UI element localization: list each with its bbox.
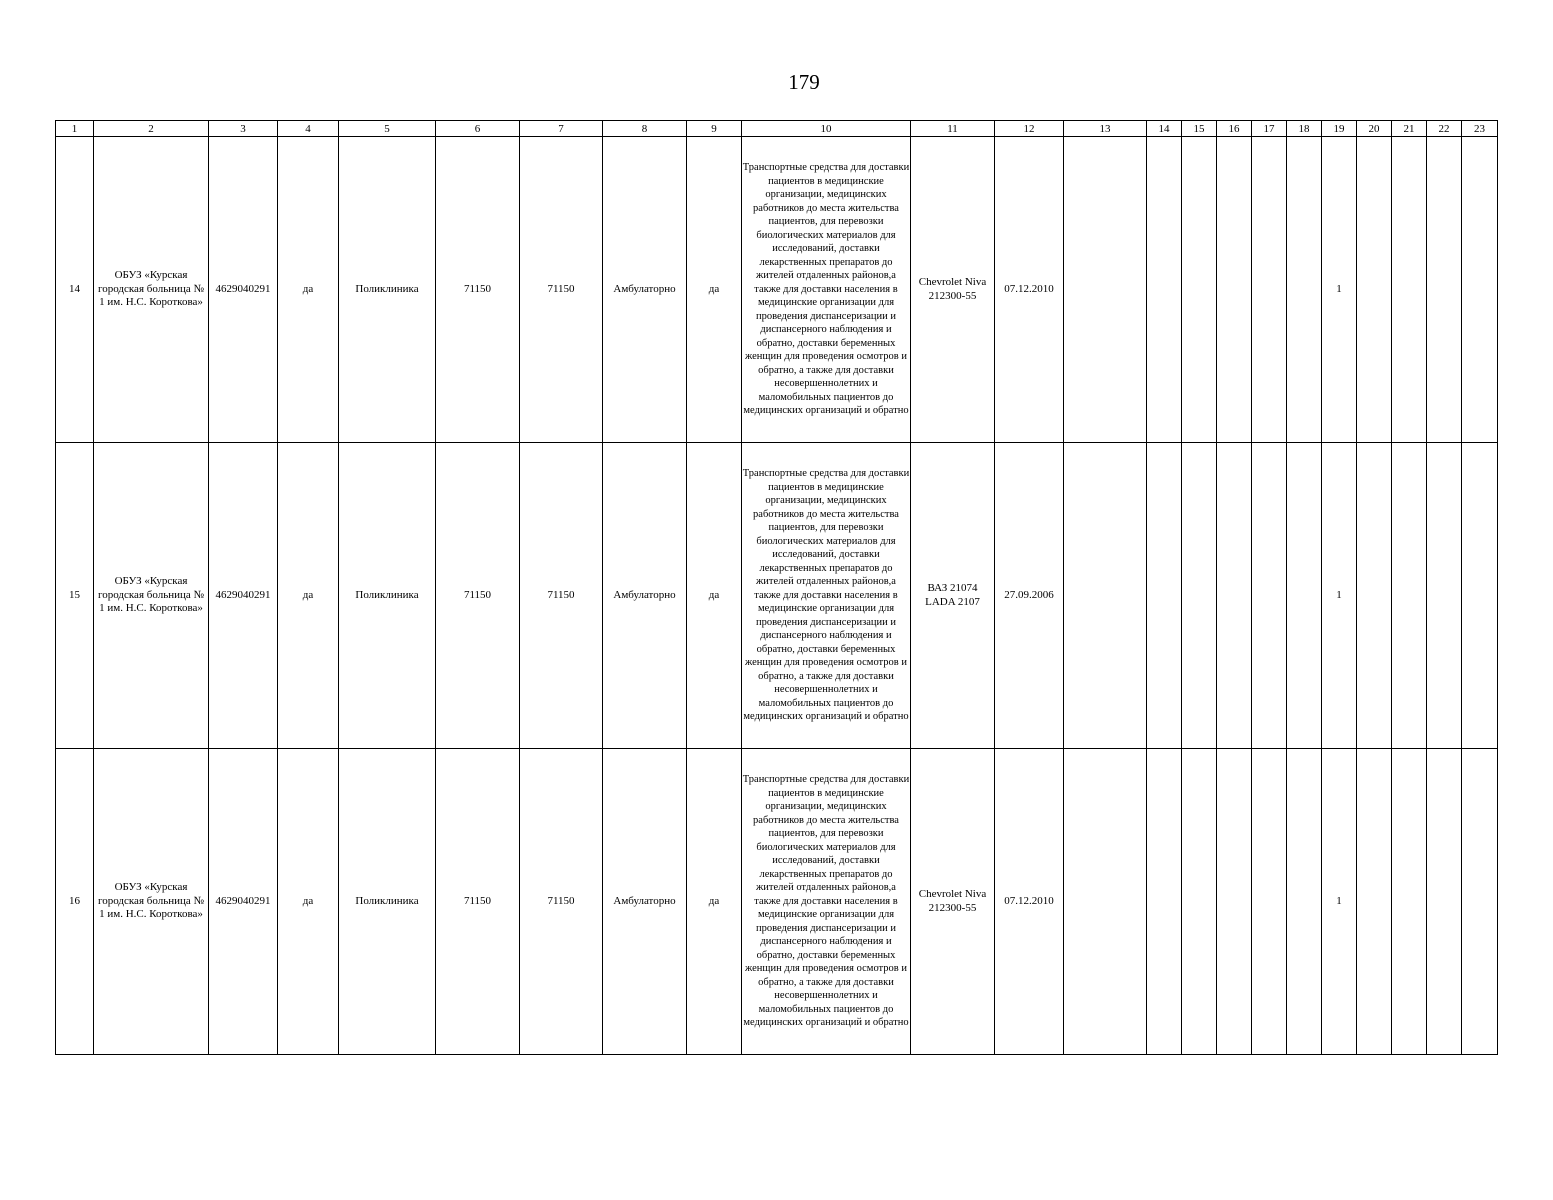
care-type-cell: Амбулаторно [603,137,687,443]
empty-cell [1064,443,1147,749]
empty-cell [1392,749,1427,1055]
organization-cell: ОБУЗ «Курская городская больница № 1 им. Н.С. Короткова» [94,749,209,1055]
purpose-cell: Транспортные средства для доставки пациентов в медицинские организации, медицинских работников до места жительства пациентов, для перевозки биологических материалов для исследований, доставки лекарственных препаратов до жителей отдаленных районов,а также для доставки населения в медицинские организации для проведения диспансеризации и диспансерного наблюдения и обратно, доставки беременных женщин для проведения осмотров и обратно, а также для доставки несовершеннолетних и маломобильных пациентов до медицинских организаций и обратно [742,443,911,749]
code-a-cell: 71150 [436,137,520,443]
column-header: 13 [1064,121,1147,137]
care-type-cell: Амбулаторно [603,749,687,1055]
column-header: 15 [1182,121,1217,137]
table-row [56,749,1498,1055]
empty-cell [1392,443,1427,749]
empty-cell [1147,443,1182,749]
empty-cell [1462,749,1498,1055]
organization-cell: ОБУЗ «Курская городская больница № 1 им. Н.С. Короткова» [94,137,209,443]
unit-cell: Поликлиника [339,443,436,749]
code-a-cell: 71150 [436,443,520,749]
flag2-cell: да [687,749,742,1055]
column-header: 6 [436,121,520,137]
empty-cell [1064,749,1147,1055]
table-row [56,443,1498,749]
column-header: 1 [56,121,94,137]
vehicle-cell: Chevrolet Niva 212300-55 [911,749,995,1055]
inn-cell: 4629040291 [209,137,278,443]
unit-cell: Поликлиника [339,137,436,443]
column-header: 23 [1462,121,1498,137]
empty-cell [1182,137,1217,443]
date-cell: 07.12.2010 [995,137,1064,443]
empty-cell [1182,749,1217,1055]
empty-cell [1252,749,1287,1055]
row-number-cell: 14 [56,137,94,443]
empty-cell [1217,443,1252,749]
column-header: 4 [278,121,339,137]
column-header: 22 [1427,121,1462,137]
column-header: 18 [1287,121,1322,137]
empty-cell [1147,137,1182,443]
row-number-cell: 15 [56,443,94,749]
column-header: 17 [1252,121,1287,137]
unit-cell: Поликлиника [339,749,436,1055]
column-header: 7 [520,121,603,137]
empty-cell [1252,137,1287,443]
date-cell: 07.12.2010 [995,749,1064,1055]
empty-cell [1182,443,1217,749]
flag2-cell: да [687,443,742,749]
empty-cell [1357,749,1392,1055]
code-a-cell: 71150 [436,749,520,1055]
column-header: 12 [995,121,1064,137]
empty-cell [1462,443,1498,749]
empty-cell [1462,137,1498,443]
empty-cell [1287,443,1322,749]
column-header: 8 [603,121,687,137]
col19-cell: 1 [1322,749,1357,1055]
empty-cell [1217,749,1252,1055]
empty-cell [1252,443,1287,749]
empty-cell [1357,443,1392,749]
date-cell: 27.09.2006 [995,443,1064,749]
inn-cell: 4629040291 [209,443,278,749]
col19-cell: 1 [1322,443,1357,749]
flag-cell: да [278,137,339,443]
code-b-cell: 71150 [520,137,603,443]
flag2-cell: да [687,137,742,443]
empty-cell [1392,137,1427,443]
col19-cell: 1 [1322,137,1357,443]
column-header: 16 [1217,121,1252,137]
column-header: 9 [687,121,742,137]
care-type-cell: Амбулаторно [603,443,687,749]
empty-cell [1357,137,1392,443]
vehicle-cell: Chevrolet Niva 212300-55 [911,137,995,443]
empty-cell [1217,137,1252,443]
column-number-row [56,121,1498,137]
empty-cell [1287,137,1322,443]
empty-cell [1427,137,1462,443]
column-header: 20 [1357,121,1392,137]
column-header: 21 [1392,121,1427,137]
code-b-cell: 71150 [520,443,603,749]
registry-table [55,120,1498,1055]
purpose-cell: Транспортные средства для доставки пациентов в медицинские организации, медицинских работников до места жительства пациентов, для перевозки биологических материалов для исследований, доставки лекарственных препаратов до жителей отдаленных районов,а также для доставки населения в медицинские организации для проведения диспансеризации и диспансерного наблюдения и обратно, доставки беременных женщин для проведения осмотров и обратно, а также для доставки несовершеннолетних и маломобильных пациентов до медицинских организаций и обратно [742,137,911,443]
flag-cell: да [278,443,339,749]
inn-cell: 4629040291 [209,749,278,1055]
column-header: 19 [1322,121,1357,137]
column-header: 14 [1147,121,1182,137]
empty-cell [1427,749,1462,1055]
empty-cell [1427,443,1462,749]
vehicle-cell: ВАЗ 21074 LADA 2107 [911,443,995,749]
organization-cell: ОБУЗ «Курская городская больница № 1 им. Н.С. Короткова» [94,443,209,749]
empty-cell [1287,749,1322,1055]
code-b-cell: 71150 [520,749,603,1055]
column-header: 5 [339,121,436,137]
purpose-cell: Транспортные средства для доставки пациентов в медицинские организации, медицинских работников до места жительства пациентов, для перевозки биологических материалов для исследований, доставки лекарственных препаратов до жителей отдаленных районов,а также для доставки населения в медицинские организации для проведения диспансеризации и диспансерного наблюдения и обратно, доставки беременных женщин для проведения осмотров и обратно, а также для доставки несовершеннолетних и маломобильных пациентов до медицинских организаций и обратно [742,749,911,1055]
table-row [56,137,1498,443]
row-number-cell: 16 [56,749,94,1055]
column-header: 2 [94,121,209,137]
empty-cell [1147,749,1182,1055]
column-header: 3 [209,121,278,137]
flag-cell: да [278,749,339,1055]
page-number: 179 [788,70,820,94]
empty-cell [1064,137,1147,443]
column-header: 11 [911,121,995,137]
column-header: 10 [742,121,911,137]
